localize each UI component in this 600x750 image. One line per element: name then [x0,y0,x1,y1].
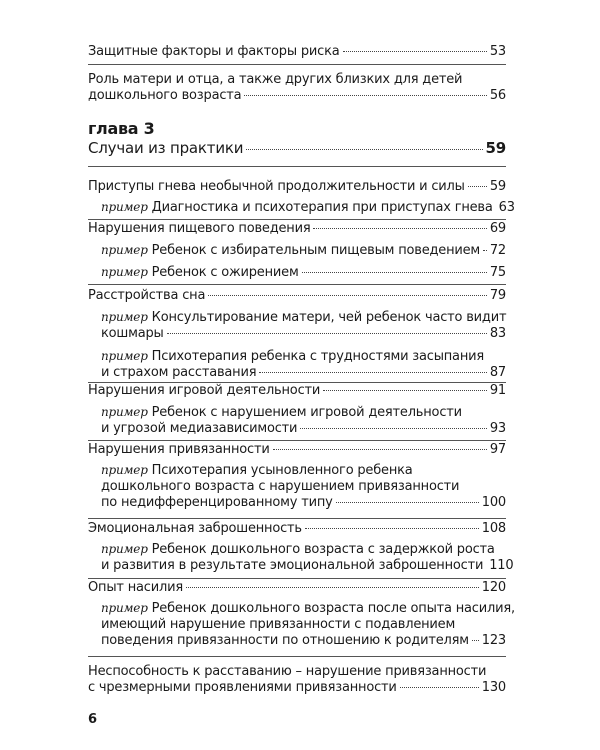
toc-entry[interactable] [88,44,506,60]
leader-dots [302,271,487,273]
section-title: Приступы гнева необычной продолжительности и силы [88,179,465,194]
section-page: 69 [489,221,506,236]
section-page: 120 [481,580,506,595]
leader-dots [305,527,479,529]
toc-entry-title: Роль матери и отца, а также других близких для детей [88,72,463,87]
example-title: имеющий нарушение привязанности с подавлением [101,617,456,632]
toc-example[interactable] [88,541,514,574]
example-marker: пример [101,349,148,363]
toc-section[interactable] [88,580,506,596]
chapter-page: 59 [485,139,506,157]
toc-section[interactable] [88,383,506,399]
toc-example[interactable] [88,462,506,511]
example-title: поведения привязанности по отношению к родителям [101,633,469,648]
chapter-title: Случаи из практики [88,139,244,157]
toc-example[interactable] [88,199,515,216]
leader-dots [313,227,486,229]
leader-dots [472,639,479,641]
example-title: и угрозой медиазависимости [101,421,298,436]
leader-dots [468,185,487,187]
leader-dots [300,427,487,429]
example-page: 83 [489,326,506,341]
entry-divider [88,64,506,65]
toc-section[interactable] [88,664,506,696]
example-page: 63 [498,200,515,215]
example-title: Ребенок дошкольного возраста после опыта насилия, [151,601,515,616]
section-title: Опыт насилия [88,580,183,595]
toc-example[interactable] [88,264,506,281]
example-page: 110 [489,558,514,573]
leader-dots [244,94,486,96]
toc-example[interactable] [88,600,515,649]
leader-dots [167,332,487,334]
leader-dots [400,686,479,688]
chapter-label: глава 3 [88,119,155,138]
example-marker: пример [101,463,148,477]
example-title: Ребенок дошкольного возраста с задержкой роста [151,542,495,557]
section-title: Эмоциональная заброшенность [88,521,302,536]
section-divider [88,440,506,441]
example-title: по недифференцированному типу [101,495,333,510]
toc-entry-title: Защитные факторы и факторы риска [88,44,340,59]
section-page: 59 [489,179,506,194]
example-title: Ребенок с избирательным пищевым поведением [151,243,481,258]
toc-section[interactable] [88,521,506,537]
leader-dots [343,50,487,52]
leader-dots [323,389,487,391]
example-page: 93 [489,421,506,436]
section-page: 91 [489,383,506,398]
section-divider [88,656,506,657]
toc-entry-page: 56 [489,88,506,103]
section-title: Нарушения пищевого поведения [88,221,311,236]
example-marker: пример [101,601,148,615]
section-divider [88,219,506,220]
leader-dots [483,249,487,251]
example-marker: пример [101,542,148,556]
toc-entry-page: 53 [489,44,506,59]
section-page: 130 [481,680,506,695]
toc-example[interactable] [88,242,506,259]
example-marker: пример [101,310,148,324]
example-title: Психотерапия усыновленного ребенка [151,463,413,478]
section-page: 79 [489,288,506,303]
section-title: Нарушения привязанности [88,442,270,457]
chapter-title-entry[interactable] [88,138,506,158]
section-title: Нарушения игровой деятельности [88,383,321,398]
example-marker: пример [101,243,148,257]
example-title: и развития в результате эмоциональной заброшенности [101,558,484,573]
example-title: Ребенок с нарушением игровой деятельности [151,405,462,420]
leader-dots [186,586,479,588]
leader-dots [246,148,482,150]
example-page: 72 [489,243,506,258]
page-number: 6 [88,712,98,727]
leader-dots [208,294,487,296]
section-page: 108 [481,521,506,536]
example-title: Диагностика и психотерапия при приступах гнева [151,200,493,215]
toc-section[interactable] [88,288,506,304]
section-divider [88,518,506,519]
toc-entry[interactable] [88,72,506,104]
chapter-divider [88,166,506,167]
example-title: Ребенок с ожирением [151,265,299,280]
section-title: Расстройства сна [88,288,206,303]
toc-example[interactable] [88,404,506,437]
example-marker: пример [101,200,148,214]
leader-dots [336,501,479,503]
leader-dots [273,448,487,450]
example-page: 123 [481,633,506,648]
toc-section[interactable] [88,179,506,195]
example-title: Консультирование матери, чей ребенок часто видит [151,310,507,325]
toc-example[interactable] [88,348,506,381]
section-title: Неспособность к расставанию – нарушение привязанности [88,664,487,679]
section-title: с чрезмерными проявлениями привязанности [88,680,397,695]
toc-example[interactable] [88,309,506,342]
example-title: кошмары [101,326,164,341]
toc-section[interactable] [88,442,506,458]
section-page: 97 [489,442,506,457]
example-page: 75 [489,265,506,280]
example-title: и страхом расставания [101,365,257,380]
toc-section[interactable] [88,221,506,237]
leader-dots [259,371,486,373]
section-divider [88,578,506,579]
example-marker: пример [101,265,148,279]
example-marker: пример [101,405,148,419]
toc-entry-title: дошкольного возраста [88,88,242,103]
example-title: Психотерапия ребенка с трудностями засыпания [151,349,484,364]
section-divider [88,284,506,285]
example-title: дошкольного возраста с нарушением привязанности [101,479,460,494]
example-page: 87 [489,365,506,380]
example-page: 100 [481,495,506,510]
